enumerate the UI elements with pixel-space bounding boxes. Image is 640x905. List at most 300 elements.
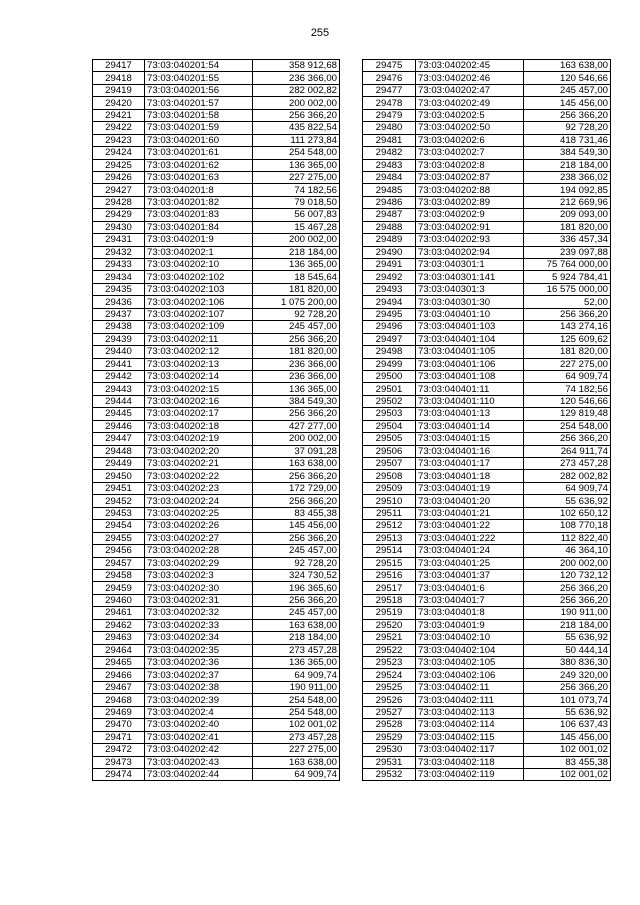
row-number: 29419 <box>93 84 145 96</box>
table-row <box>93 333 340 345</box>
cadastral-number: 73:03:040201:8 <box>145 184 253 196</box>
cadastral-number: 73:03:040202:3 <box>145 569 253 581</box>
row-number: 29438 <box>93 321 145 333</box>
value-cell: 181 820,00 <box>524 346 611 358</box>
table-row <box>363 84 611 96</box>
value-cell: 190 911,00 <box>524 607 611 619</box>
value-cell: 181 820,00 <box>524 221 611 233</box>
cadastral-number: 73:03:040202:37 <box>145 669 253 681</box>
table-row <box>93 370 340 382</box>
table-row <box>363 433 611 445</box>
cadastral-number: 73:03:040402:10 <box>416 632 524 644</box>
cadastral-number: 73:03:040201:58 <box>145 109 253 121</box>
value-cell: 256 366,20 <box>524 594 611 606</box>
row-number: 29489 <box>363 234 416 246</box>
value-cell: 282 002,82 <box>253 84 340 96</box>
cadastral-number: 73:03:040202:32 <box>145 607 253 619</box>
row-number: 29457 <box>93 557 145 569</box>
table-row <box>363 221 611 233</box>
value-cell: 218 184,00 <box>253 246 340 258</box>
value-cell: 92 728,20 <box>253 557 340 569</box>
cadastral-number: 73:03:040401:19 <box>416 482 524 494</box>
value-cell: 200 002,00 <box>253 97 340 109</box>
cadastral-number: 73:03:040202:4 <box>145 706 253 718</box>
row-number: 29465 <box>93 657 145 669</box>
row-number: 29527 <box>363 706 416 718</box>
row-number: 29439 <box>93 333 145 345</box>
table-row <box>93 395 340 407</box>
row-number: 29488 <box>363 221 416 233</box>
cadastral-number: 73:03:040202:21 <box>145 458 253 470</box>
cadastral-number: 73:03:040202:43 <box>145 756 253 768</box>
table-row <box>363 196 611 208</box>
value-cell: 256 366,20 <box>253 408 340 420</box>
table-row <box>363 122 611 134</box>
table-row <box>93 196 340 208</box>
row-number: 29516 <box>363 569 416 581</box>
row-number: 29476 <box>363 72 416 84</box>
value-cell: 112 822,40 <box>524 532 611 544</box>
value-cell: 218 184,00 <box>524 619 611 631</box>
row-number: 29472 <box>93 744 145 756</box>
row-number: 29501 <box>363 383 416 395</box>
cadastral-number: 73:03:040401:104 <box>416 333 524 345</box>
table-row <box>363 445 611 457</box>
table-row <box>363 719 611 731</box>
row-number: 29437 <box>93 308 145 320</box>
cadastral-number: 73:03:040401:25 <box>416 557 524 569</box>
cadastral-number: 73:03:040202:22 <box>145 470 253 482</box>
cadastral-number: 73:03:040202:14 <box>145 370 253 382</box>
row-number: 29452 <box>93 495 145 507</box>
row-number: 29448 <box>93 445 145 457</box>
value-cell: 143 274,16 <box>524 321 611 333</box>
row-number: 29529 <box>363 731 416 743</box>
value-cell: 56 007,83 <box>253 209 340 221</box>
cadastral-number: 73:03:040202:49 <box>416 97 524 109</box>
table-row <box>363 482 611 494</box>
row-number: 29494 <box>363 296 416 308</box>
table-row <box>93 458 340 470</box>
cadastral-number: 73:03:040202:94 <box>416 246 524 258</box>
cadastral-number: 73:03:040202:26 <box>145 520 253 532</box>
cadastral-number: 73:03:040402:117 <box>416 744 524 756</box>
value-cell: 136 365,00 <box>253 259 340 271</box>
row-number: 29459 <box>93 582 145 594</box>
value-cell: 1 075 200,00 <box>253 296 340 308</box>
value-cell: 145 456,00 <box>524 731 611 743</box>
cadastral-number: 73:03:040401:21 <box>416 507 524 519</box>
table-row <box>93 308 340 320</box>
value-cell: 64 909,74 <box>253 768 340 780</box>
value-cell: 92 728,20 <box>253 308 340 320</box>
row-number: 29433 <box>93 259 145 271</box>
cadastral-number: 73:03:040202:102 <box>145 271 253 283</box>
row-number: 29426 <box>93 171 145 183</box>
value-cell: 106 637,43 <box>524 719 611 731</box>
value-cell: 136 365,00 <box>253 383 340 395</box>
row-number: 29446 <box>93 420 145 432</box>
row-number: 29506 <box>363 445 416 457</box>
value-cell: 200 002,00 <box>524 557 611 569</box>
table-row <box>93 408 340 420</box>
value-cell: 254 548,00 <box>253 694 340 706</box>
table-row <box>363 731 611 743</box>
value-cell: 64 909,74 <box>524 370 611 382</box>
value-cell: 256 366,20 <box>524 681 611 693</box>
row-number: 29495 <box>363 308 416 320</box>
row-number: 29513 <box>363 532 416 544</box>
value-cell: 200 002,00 <box>253 234 340 246</box>
value-cell: 384 549,30 <box>253 395 340 407</box>
cadastral-number: 73:03:040202:40 <box>145 719 253 731</box>
value-cell: 145 456,00 <box>253 520 340 532</box>
cadastral-number: 73:03:040201:62 <box>145 159 253 171</box>
table-row <box>93 296 340 308</box>
value-cell: 50 444,14 <box>524 644 611 656</box>
cadastral-number: 73:03:040202:106 <box>145 296 253 308</box>
cadastral-number: 73:03:040401:8 <box>416 607 524 619</box>
value-cell: 145 456,00 <box>524 97 611 109</box>
table-row <box>93 209 340 221</box>
row-number: 29436 <box>93 296 145 308</box>
cadastral-number: 73:03:040202:46 <box>416 72 524 84</box>
row-number: 29521 <box>363 632 416 644</box>
row-number: 29454 <box>93 520 145 532</box>
value-cell: 181 820,00 <box>253 283 340 295</box>
cadastral-number: 73:03:040402:114 <box>416 719 524 731</box>
value-cell: 273 457,28 <box>253 644 340 656</box>
table-row <box>363 333 611 345</box>
left-table <box>92 59 340 781</box>
value-cell: 163 638,00 <box>524 60 611 72</box>
table-row <box>93 147 340 159</box>
table-row <box>93 657 340 669</box>
cadastral-number: 73:03:040201:84 <box>145 221 253 233</box>
cadastral-number: 73:03:040402:113 <box>416 706 524 718</box>
cadastral-number: 73:03:040202:36 <box>145 657 253 669</box>
cadastral-number: 73:03:040202:9 <box>416 209 524 221</box>
row-number: 29445 <box>93 408 145 420</box>
table-row <box>93 706 340 718</box>
table-row <box>363 681 611 693</box>
table-row <box>93 234 340 246</box>
value-cell: 324 730,52 <box>253 569 340 581</box>
value-cell: 245 457,00 <box>253 545 340 557</box>
cadastral-number: 73:03:040401:18 <box>416 470 524 482</box>
row-number: 29482 <box>363 147 416 159</box>
value-cell: 236 366,00 <box>253 358 340 370</box>
table-row <box>93 246 340 258</box>
cadastral-number: 73:03:040402:119 <box>416 768 524 780</box>
row-number: 29512 <box>363 520 416 532</box>
value-cell: 64 909,74 <box>253 669 340 681</box>
table-row <box>363 768 611 780</box>
table-row <box>363 259 611 271</box>
row-number: 29504 <box>363 420 416 432</box>
value-cell: 239 097,88 <box>524 246 611 258</box>
cadastral-number: 73:03:040202:47 <box>416 84 524 96</box>
value-cell: 384 549,30 <box>524 147 611 159</box>
table-row <box>363 97 611 109</box>
value-cell: 245 457,00 <box>253 321 340 333</box>
table-row <box>363 134 611 146</box>
table-row <box>363 569 611 581</box>
cadastral-number: 73:03:040202:28 <box>145 545 253 557</box>
cadastral-number: 73:03:040401:11 <box>416 383 524 395</box>
table-row <box>93 420 340 432</box>
row-number: 29423 <box>93 134 145 146</box>
table-row <box>363 283 611 295</box>
value-cell: 282 002,82 <box>524 470 611 482</box>
row-number: 29475 <box>363 60 416 72</box>
row-number: 29471 <box>93 731 145 743</box>
table-row <box>363 147 611 159</box>
cadastral-number: 73:03:040202:19 <box>145 433 253 445</box>
table-row <box>363 209 611 221</box>
table-row <box>93 694 340 706</box>
value-cell: 245 457,00 <box>524 84 611 96</box>
table-row <box>93 72 340 84</box>
cadastral-number: 73:03:040202:25 <box>145 507 253 519</box>
row-number: 29427 <box>93 184 145 196</box>
row-number: 29518 <box>363 594 416 606</box>
table-row <box>93 594 340 606</box>
cadastral-number: 73:03:040202:33 <box>145 619 253 631</box>
value-cell: 238 366,02 <box>524 171 611 183</box>
value-cell: 181 820,00 <box>253 346 340 358</box>
table-row <box>363 308 611 320</box>
table-row <box>363 607 611 619</box>
value-cell: 227 275,00 <box>253 744 340 756</box>
table-row <box>363 582 611 594</box>
value-cell: 172 729,00 <box>253 482 340 494</box>
row-number: 29444 <box>93 395 145 407</box>
row-number: 29440 <box>93 346 145 358</box>
cadastral-number: 73:03:040402:104 <box>416 644 524 656</box>
value-cell: 256 366,20 <box>524 582 611 594</box>
value-cell: 102 001,02 <box>524 768 611 780</box>
row-number: 29479 <box>363 109 416 121</box>
row-number: 29492 <box>363 271 416 283</box>
table-row <box>363 271 611 283</box>
value-cell: 418 731,46 <box>524 134 611 146</box>
value-cell: 227 275,00 <box>253 171 340 183</box>
row-number: 29470 <box>93 719 145 731</box>
cadastral-number: 73:03:040301:30 <box>416 296 524 308</box>
row-number: 29430 <box>93 221 145 233</box>
table-row <box>363 159 611 171</box>
table-row <box>93 520 340 532</box>
value-cell: 256 366,20 <box>524 308 611 320</box>
row-number: 29467 <box>93 681 145 693</box>
row-number: 29432 <box>93 246 145 258</box>
cadastral-number: 73:03:040202:88 <box>416 184 524 196</box>
row-number: 29528 <box>363 719 416 731</box>
row-number: 29417 <box>93 60 145 72</box>
cadastral-number: 73:03:040201:54 <box>145 60 253 72</box>
value-cell: 380 836,30 <box>524 657 611 669</box>
table-row <box>93 719 340 731</box>
value-cell: 55 636,92 <box>524 495 611 507</box>
value-cell: 256 366,20 <box>253 109 340 121</box>
table-row <box>93 445 340 457</box>
cadastral-number: 73:03:040201:57 <box>145 97 253 109</box>
table-row <box>93 134 340 146</box>
value-cell: 435 822,54 <box>253 122 340 134</box>
value-cell: 163 638,00 <box>253 458 340 470</box>
cadastral-number: 73:03:040201:82 <box>145 196 253 208</box>
row-number: 29509 <box>363 482 416 494</box>
table-row <box>363 420 611 432</box>
table-row <box>93 681 340 693</box>
value-cell: 129 819,48 <box>524 408 611 420</box>
row-number: 29462 <box>93 619 145 631</box>
table-row <box>93 171 340 183</box>
table-row <box>93 607 340 619</box>
row-number: 29524 <box>363 669 416 681</box>
cadastral-number: 73:03:040202:10 <box>145 259 253 271</box>
cadastral-number: 73:03:040401:20 <box>416 495 524 507</box>
value-cell: 196 365,60 <box>253 582 340 594</box>
table-row <box>93 756 340 768</box>
cadastral-number: 73:03:040202:34 <box>145 632 253 644</box>
row-number: 29431 <box>93 234 145 246</box>
value-cell: 254 548,00 <box>524 420 611 432</box>
row-number: 29487 <box>363 209 416 221</box>
table-row <box>93 557 340 569</box>
value-cell: 83 455,38 <box>253 507 340 519</box>
table-row <box>363 657 611 669</box>
row-number: 29490 <box>363 246 416 258</box>
row-number: 29477 <box>363 84 416 96</box>
row-number: 29507 <box>363 458 416 470</box>
cadastral-number: 73:03:040202:41 <box>145 731 253 743</box>
cadastral-number: 73:03:040402:115 <box>416 731 524 743</box>
value-cell: 74 182,56 <box>524 383 611 395</box>
cadastral-number: 73:03:040202:30 <box>145 582 253 594</box>
row-number: 29525 <box>363 681 416 693</box>
cadastral-number: 73:03:040202:5 <box>416 109 524 121</box>
cadastral-number: 73:03:040402:118 <box>416 756 524 768</box>
row-number: 29442 <box>93 370 145 382</box>
cadastral-number: 73:03:040202:35 <box>145 644 253 656</box>
cadastral-number: 73:03:040401:13 <box>416 408 524 420</box>
row-number: 29493 <box>363 283 416 295</box>
cadastral-number: 73:03:040202:109 <box>145 321 253 333</box>
row-number: 29473 <box>93 756 145 768</box>
table-row <box>363 756 611 768</box>
row-number: 29422 <box>93 122 145 134</box>
cadastral-number: 73:03:040401:37 <box>416 569 524 581</box>
value-cell: 120 732,12 <box>524 569 611 581</box>
row-number: 29496 <box>363 321 416 333</box>
value-cell: 18 545,64 <box>253 271 340 283</box>
cadastral-number: 73:03:040401:22 <box>416 520 524 532</box>
value-cell: 190 911,00 <box>253 681 340 693</box>
table-row <box>93 358 340 370</box>
value-cell: 245 457,00 <box>253 607 340 619</box>
cadastral-number: 73:03:040202:20 <box>145 445 253 457</box>
value-cell: 5 924 784,41 <box>524 271 611 283</box>
row-number: 29424 <box>93 147 145 159</box>
value-cell: 136 365,00 <box>253 159 340 171</box>
value-cell: 264 911,74 <box>524 445 611 457</box>
table-row <box>93 495 340 507</box>
cadastral-number: 73:03:040401:15 <box>416 433 524 445</box>
cadastral-number: 73:03:040202:31 <box>145 594 253 606</box>
value-cell: 256 366,20 <box>253 470 340 482</box>
cadastral-number: 73:03:040201:55 <box>145 72 253 84</box>
row-number: 29463 <box>93 632 145 644</box>
cadastral-number: 73:03:040401:10 <box>416 308 524 320</box>
row-number: 29460 <box>93 594 145 606</box>
row-number: 29453 <box>93 507 145 519</box>
cadastral-number: 73:03:040402:106 <box>416 669 524 681</box>
table-row <box>363 557 611 569</box>
row-number: 29474 <box>93 768 145 780</box>
row-number: 29484 <box>363 171 416 183</box>
row-number: 29420 <box>93 97 145 109</box>
value-cell: 83 455,38 <box>524 756 611 768</box>
table-row <box>363 532 611 544</box>
table-row <box>363 594 611 606</box>
cadastral-number: 73:03:040202:15 <box>145 383 253 395</box>
value-cell: 92 728,20 <box>524 122 611 134</box>
cadastral-number: 73:03:040202:42 <box>145 744 253 756</box>
row-number: 29511 <box>363 507 416 519</box>
value-cell: 256 366,20 <box>524 109 611 121</box>
table-row <box>93 159 340 171</box>
row-number: 29532 <box>363 768 416 780</box>
row-number: 29469 <box>93 706 145 718</box>
value-cell: 52,00 <box>524 296 611 308</box>
table-row <box>93 433 340 445</box>
row-number: 29523 <box>363 657 416 669</box>
table-row <box>93 644 340 656</box>
cadastral-number: 73:03:040201:61 <box>145 147 253 159</box>
table-row <box>93 532 340 544</box>
cadastral-number: 73:03:040401:110 <box>416 395 524 407</box>
table-row <box>363 644 611 656</box>
table-row <box>363 495 611 507</box>
table-row <box>93 184 340 196</box>
row-number: 29499 <box>363 358 416 370</box>
value-cell: 336 457,34 <box>524 234 611 246</box>
row-number: 29514 <box>363 545 416 557</box>
table-row <box>93 619 340 631</box>
cadastral-number: 73:03:040202:87 <box>416 171 524 183</box>
value-cell: 102 650,12 <box>524 507 611 519</box>
cadastral-number: 73:03:040202:24 <box>145 495 253 507</box>
cadastral-number: 73:03:040401:24 <box>416 545 524 557</box>
table-row <box>93 507 340 519</box>
table-row <box>93 346 340 358</box>
value-cell: 64 909,74 <box>524 482 611 494</box>
value-cell: 16 575 000,00 <box>524 283 611 295</box>
cadastral-number: 73:03:040202:6 <box>416 134 524 146</box>
value-cell: 256 366,20 <box>524 433 611 445</box>
table-row <box>93 470 340 482</box>
row-number: 29498 <box>363 346 416 358</box>
table-row <box>363 507 611 519</box>
row-number: 29486 <box>363 196 416 208</box>
cadastral-number: 73:03:040201:59 <box>145 122 253 134</box>
row-number: 29508 <box>363 470 416 482</box>
table-row <box>363 171 611 183</box>
cadastral-number: 73:03:040401:222 <box>416 532 524 544</box>
row-number: 29466 <box>93 669 145 681</box>
